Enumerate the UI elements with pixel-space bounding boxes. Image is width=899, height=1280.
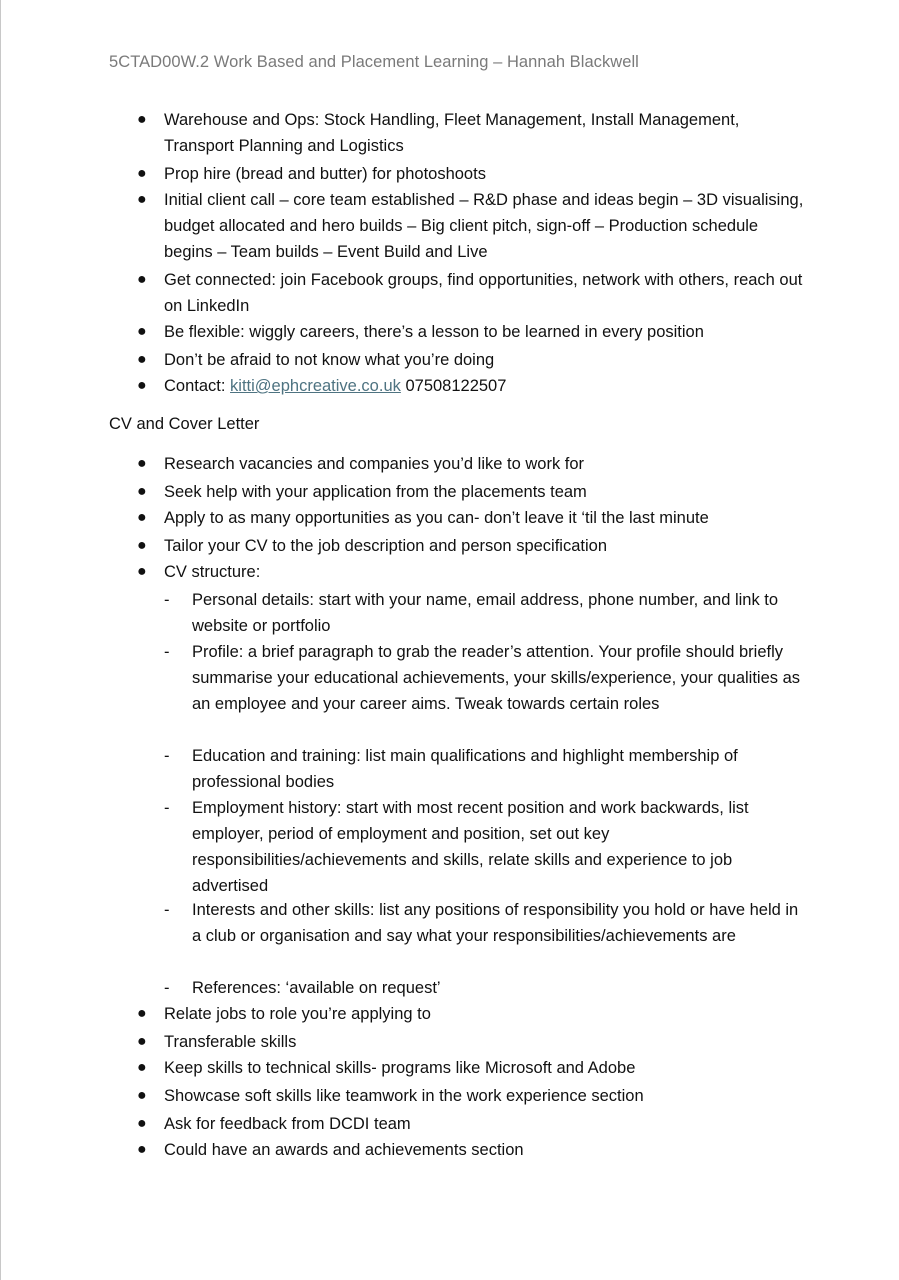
dash-marker: - [164, 979, 170, 997]
list-item-text: Apply to as many opportunities as you can- don’t leave it ‘til the last minute [164, 509, 709, 527]
list-item [0, 1029, 804, 1055]
contact-label: Contact: [164, 377, 226, 395]
list-item-text: Tailor your CV to the job description and person specification [164, 537, 607, 555]
document-header: 5CTAD00W.2 Work Based and Placement Learning – Hannah Blackwell [109, 53, 639, 71]
list-item-text: Initial client call – core team established – R&D phase and ideas begin – 3D visualising, budget allocated and hero builds – Big client pitch, sign-off – Production schedule begins – Team builds – Event Build and Live [164, 191, 804, 261]
list-item [0, 479, 804, 505]
list-item [0, 1137, 804, 1163]
list-item-text: Showcase soft skills like teamwork in the work experience section [164, 1087, 644, 1105]
list-item [0, 347, 804, 373]
list-item-text: Get connected: join Facebook groups, find opportunities, network with others, reach out on LinkedIn [164, 271, 803, 315]
bullet-marker: ● [137, 1005, 147, 1022]
bullet-marker: ● [137, 1141, 147, 1158]
list-item-text: Transferable skills [164, 1033, 297, 1051]
bullet-marker: ● [137, 111, 147, 128]
cv-structure-text: References: ‘available on request’ [192, 979, 441, 997]
bullet-marker: ● [137, 509, 147, 526]
list-item-text: Keep skills to technical skills- programs like Microsoft and Adobe [164, 1059, 636, 1077]
bullet-marker: ● [137, 271, 147, 288]
dash-marker: - [164, 901, 170, 919]
cv-structure-item [0, 639, 804, 743]
list-item-text: Be flexible: wiggly careers, there’s a lesson to be learned in every position [164, 323, 704, 341]
cv-structure-item [0, 975, 804, 1001]
list-item [0, 533, 804, 559]
cv-structure-text: Personal details: start with your name, email address, phone number, and link to website or portfolio [192, 591, 779, 635]
cv-structure-text: Employment history: start with most recent position and work backwards, list employer, period of employment and position, set out key responsibilities/achievements and skills, relate skills and experience to job advertised [192, 799, 749, 895]
list-item [0, 451, 804, 479]
cv-structure-text: Interests and other skills: list any positions of responsibility you hold or have held in a club or organisation and say what your responsibilities/achievements are [192, 901, 799, 945]
list-item-text: Research vacancies and companies you’d like to work for [164, 455, 585, 473]
list-item [0, 1111, 804, 1137]
bullet-marker: ● [137, 191, 147, 208]
list-item-text: Relate jobs to role you’re applying to [164, 1005, 431, 1023]
cv-structure-text: Profile: a brief paragraph to grab the reader’s attention. Your profile should briefly summarise your educational achievements, your skills/experience, your qualities as an employee and your career aims. Tweak towards certain roles [192, 643, 801, 713]
list-item [0, 319, 804, 347]
list-item-text: Don’t be afraid to not know what you’re doing [164, 351, 495, 369]
bullet-marker: ● [137, 455, 147, 472]
bullet-marker: ● [137, 377, 147, 394]
list-item-text: Ask for feedback from DCDI team [164, 1115, 411, 1133]
dash-marker: - [164, 799, 170, 817]
bullet-marker: ● [137, 1087, 147, 1104]
bullet-marker: ● [137, 351, 147, 368]
cv-structure-text: Education and training: list main qualifications and highlight membership of professional bodies [192, 747, 738, 791]
list-item [0, 1083, 804, 1111]
list-item [0, 1001, 804, 1029]
bullet-list-intro [0, 107, 899, 399]
dash-marker: - [164, 591, 170, 609]
list-item [0, 1055, 804, 1083]
contact-item [0, 373, 804, 399]
list-item [0, 107, 804, 161]
bullet-marker: ● [137, 1115, 147, 1132]
list-item-text: Prop hire (bread and butter) for photoshoots [164, 165, 486, 183]
bullet-marker: ● [137, 165, 147, 182]
list-item-text: Seek help with your application from the placements team [164, 483, 587, 501]
list-item-text: CV structure: [164, 563, 261, 581]
cv-structure-item [0, 587, 804, 639]
list-item [0, 161, 804, 187]
contact-phone: 07508122507 [405, 377, 507, 395]
list-item [0, 267, 804, 319]
cv-structure-item [0, 743, 804, 795]
list-item [0, 559, 804, 587]
bullet-marker: ● [137, 1033, 147, 1050]
bullet-marker: ● [137, 563, 147, 580]
cv-structure-item [0, 897, 804, 975]
list-item [0, 187, 804, 267]
bullet-marker: ● [137, 1059, 147, 1076]
list-item-text: Could have an awards and achievements section [164, 1141, 524, 1159]
bullet-marker: ● [137, 483, 147, 500]
bullet-list-cv [0, 451, 899, 1163]
section-heading-cv: CV and Cover Letter [109, 415, 260, 433]
list-item-text: Warehouse and Ops: Stock Handling, Fleet Management, Install Management, Transport Planning and Logistics [164, 111, 740, 155]
bullet-marker: ● [137, 323, 147, 340]
dash-marker: - [164, 643, 170, 661]
contact-email-link[interactable]: kitti@ephcreative.co.uk [230, 377, 401, 395]
cv-structure-item [0, 795, 804, 897]
bullet-marker: ● [137, 537, 147, 554]
list-item [0, 505, 804, 533]
dash-marker: - [164, 747, 170, 765]
